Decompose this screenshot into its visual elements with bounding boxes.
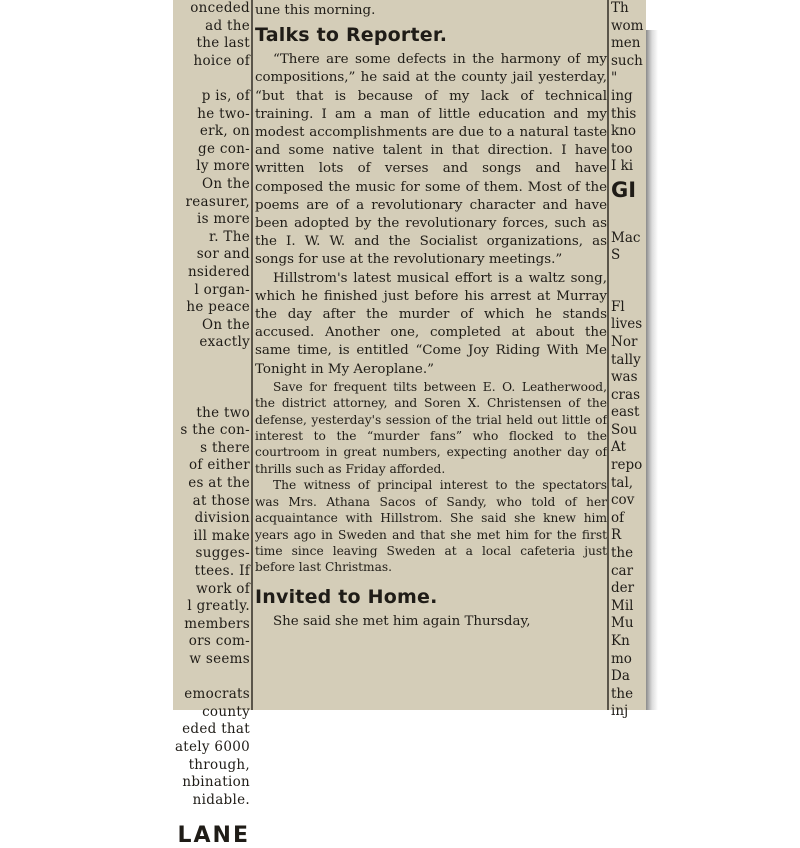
left-column-line: sugges-: [195, 545, 250, 562]
left-column-line: erk, on: [199, 123, 250, 140]
left-column-line: ill make: [193, 527, 250, 544]
right-column-line: too: [611, 140, 633, 157]
left-column-line: w seems: [189, 650, 250, 667]
right-column-line: mo: [611, 650, 632, 667]
main-article: [255, 0, 607, 631]
right-column-line: Th: [611, 0, 629, 16]
right-column-line: Da: [611, 668, 630, 685]
left-column-line: at those: [192, 492, 250, 509]
right-column-line: Mac: [611, 229, 641, 246]
article-paragraph: She said she met him again Thursday,: [273, 613, 531, 629]
left-column-line: exactly: [199, 334, 250, 351]
right-column-line: the: [611, 545, 634, 562]
left-column-line: work of: [196, 580, 250, 597]
right-column-line: ing: [611, 87, 633, 104]
left-column-bottom-text: [173, 686, 250, 809]
left-column-line: eded that: [182, 721, 250, 738]
right-column-line: tal,: [611, 474, 634, 491]
right-column-line: Fl: [611, 298, 625, 315]
right-column-line: ": [611, 70, 618, 87]
left-column-line: nidable.: [192, 791, 250, 808]
left-column-line: he peace: [186, 299, 250, 316]
left-column-line: members: [184, 615, 250, 632]
left-column-line: s the con-: [180, 422, 250, 439]
left-column-top-text: [173, 0, 250, 352]
left-column-line: ad the: [205, 17, 250, 34]
left-column-line: through,: [188, 756, 250, 773]
right-column-line: inj: [611, 703, 629, 720]
left-column-line: nsidered: [187, 263, 250, 280]
right-column-line: cov: [611, 492, 635, 509]
left-column-line: On the: [202, 316, 250, 333]
left-column-line: reasurer,: [185, 193, 250, 210]
right-column-line: Sou: [611, 421, 638, 438]
left-column-line: the last: [196, 35, 250, 52]
left-column-line: is more: [196, 211, 250, 228]
clipping-shadow: [646, 30, 658, 710]
right-column-subhead: [611, 230, 651, 265]
right-column-line: Kn: [611, 633, 630, 649]
left-column-line: On the: [202, 175, 250, 192]
column-rule-left: [251, 0, 253, 710]
right-column-line: repo: [611, 457, 643, 474]
subheading-talks-to-reporter: Talks to Reporter.: [255, 24, 448, 47]
left-column-line: ge con-: [198, 140, 250, 157]
article-paragraph: “There are some defects in the harmony of my compositions,” he said at the county jail yesterday, “but that is because of my lack of technical training. I am a man of little education and my modest accomplishments are due to a natural taste and some native talent in that direction. I have written lots of verses and songs and have composed the music for some of them. Most of the poems are of a revolutionary character and have been adopted by the revolutionary forces, such as the I. W. W. and the Socialist organizations, as songs for use at the revolutionary meetings.”: [255, 52, 607, 268]
right-column-line: tally: [611, 351, 641, 368]
right-column-line: Mil: [611, 597, 634, 614]
right-column: [611, 0, 651, 721]
right-column-line: Nor: [611, 333, 638, 350]
left-column-line: es at the: [188, 475, 250, 492]
right-column-line: car: [611, 562, 634, 579]
right-column-line: cras: [611, 386, 640, 403]
left-column-line: sor and: [196, 246, 250, 263]
right-column-top-text: [611, 0, 651, 176]
left-column-line: [173, 70, 250, 88]
right-column-line: Mu: [611, 615, 634, 632]
right-column-line: At: [611, 439, 626, 456]
right-column-line: wom: [611, 17, 644, 34]
left-column-line: p is, of: [201, 87, 250, 104]
left-column-line: onceded: [190, 0, 250, 16]
left-column-line: r. The: [208, 228, 250, 245]
left-column-line: emocrats: [184, 686, 250, 703]
column-rule-right: [607, 0, 609, 710]
right-column-line: kno: [611, 123, 637, 140]
right-column-headline: GI: [611, 177, 637, 202]
subheading-invited-to-home: Invited to Home.: [255, 585, 438, 608]
article-paragraph: Hillstrom's latest musical effort is a waltz song, which he finished just before his arrest at Murray the day after the murder of which he stands accused. Another one, completed at about the same time, is entitled “Come Joy Riding With Me Tonight in My Aeroplane.”: [255, 270, 607, 377]
left-column-line: the two: [196, 404, 250, 421]
right-column-line: lives: [611, 316, 643, 333]
right-column-line: such: [611, 52, 643, 69]
article-paragraph: Save for frequent tilts between E. O. Leatherwood, the district attorney, and Soren X. Christensen of the defense, yesterday's session of the trial held out little of interest to the “murder fans” who flocked to the courtroom in great numbers, expecting another day of thrills such as Friday afforded.: [255, 379, 607, 476]
left-column-headline: LANE: [177, 823, 250, 848]
left-column-line: l organ-: [194, 281, 250, 298]
newspaper-clipping: [173, 0, 646, 848]
right-column-line: this: [611, 105, 637, 122]
left-column-line: he two-: [197, 105, 250, 122]
left-column-line: nbination: [182, 774, 250, 791]
left-column-line: ately 6000: [174, 738, 250, 755]
left-column-line: ly more: [196, 158, 250, 175]
left-column-line: l greatly.: [187, 598, 250, 615]
right-column-line: men: [611, 35, 641, 52]
left-column-line: ttees. If: [194, 563, 250, 579]
left-column-line: ors com-: [188, 633, 250, 650]
right-column-line: S: [611, 247, 621, 264]
article-paragraph: The witness of principal interest to the spectators was Mrs. Athana Sacos of Sandy, who told of her acquaintance with Hillstrom. She said she knew him years ago in Sweden and that she met him for the first time since leaving Sweden at a local cafeteria just before last Christmas.: [255, 478, 607, 575]
right-column-line: was: [611, 369, 638, 386]
right-column-line: R: [611, 527, 622, 544]
right-column-line: east: [611, 404, 640, 421]
left-column-line: hoice of: [193, 52, 250, 69]
left-column-middle-text: [173, 405, 250, 669]
left-column-line: s there: [200, 439, 250, 456]
right-column-line: der: [611, 580, 635, 597]
left-column-line: division: [194, 510, 250, 527]
right-column-line: the: [611, 685, 634, 702]
left-column-line: county: [202, 703, 250, 720]
continued-line: une this morning.: [255, 3, 376, 18]
left-column-line: of either: [189, 457, 250, 474]
right-column-line: I ki: [611, 158, 634, 175]
left-column: [173, 0, 250, 848]
right-column-bottom-text: [611, 299, 651, 721]
right-column-line: of: [611, 509, 625, 526]
